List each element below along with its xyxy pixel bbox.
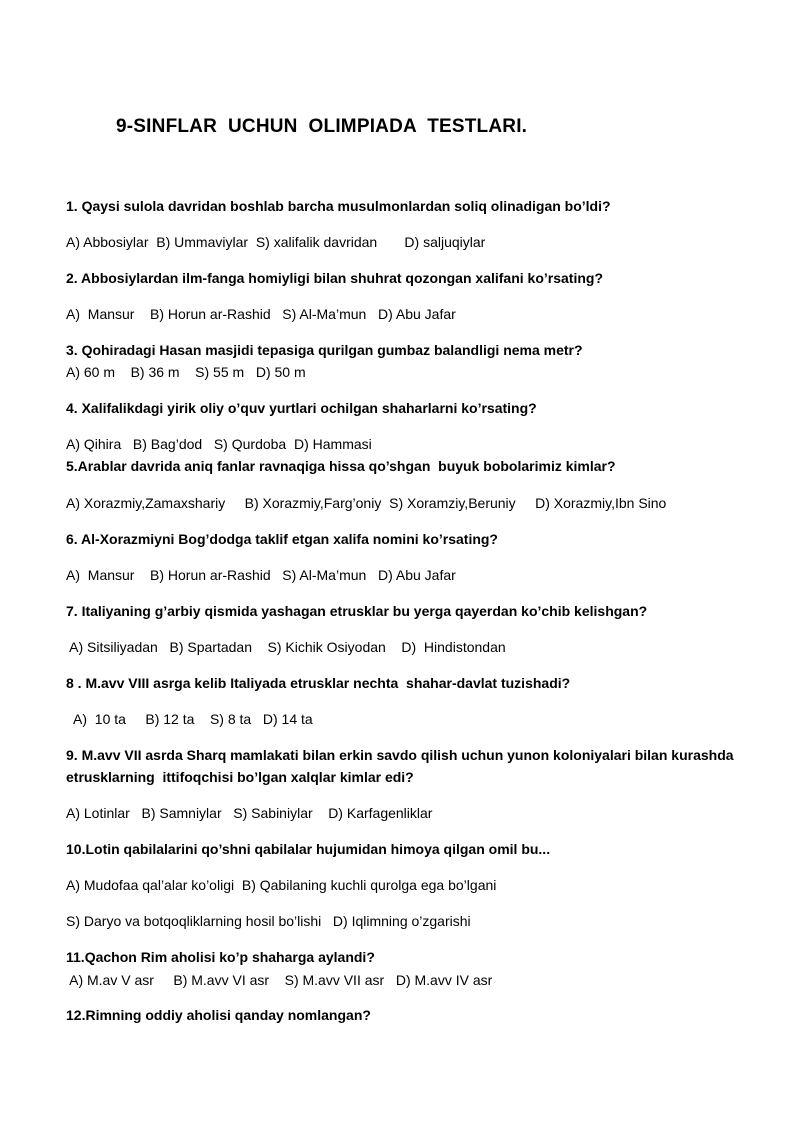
page-title: 9-SINFLAR UCHUN OLIMPIADA TESTLARI.	[116, 116, 528, 137]
question-3: 3. Qohiradagi Hasan masjidi tepasiga qurilgan gumbaz balandligi nema metr?	[66, 342, 583, 358]
answers-6: A) Mansur B) Horun ar-Rashid S) Al-Ma’mun D) Abu Jafar	[66, 567, 456, 583]
question-9-line-2: etrusklarning ittifoqchisi bo’lgan xalqlar kimlar edi?	[66, 769, 414, 785]
question-7: 7. Italiyaning g’arbiy qismida yashagan etrusklar bu yerga qayerdan ko’chib kelishgan?	[66, 603, 648, 619]
answers-4: A) Qihira B) Bag’dod S) Qurdoba D) Hammasi	[66, 436, 372, 452]
answers-7: A) Sitsiliyadan B) Spartadan S) Kichik Osiyodan D) Hindistondan	[66, 639, 506, 655]
question-10: 10.Lotin qabilalarini qo’shni qabilalar hujumidan himoya qilgan omil bu...	[66, 841, 551, 857]
question-9-line-1: 9. M.avv VII asrda Sharq mamlakati bilan erkin savdo qilish uchun yunon koloniyalari bilan kurashda	[66, 747, 734, 763]
question-2: 2. Abbosiylardan ilm-fanga homiyligi bilan shuhrat qozongan xalifani ko’rsating?	[66, 270, 603, 286]
answers-11: A) M.av V asr B) M.avv VI asr S) M.avv VII asr D) M.avv IV asr	[66, 972, 493, 988]
answers-9: A) Lotinlar B) Samniylar S) Sabiniylar D) Karfagenliklar	[66, 805, 433, 821]
answers-8: A) 10 ta B) 12 ta S) 8 ta D) 14 ta	[66, 711, 313, 727]
question-4: 4. Xalifalikdagi yirik oliy o’quv yurtlari ochilgan shaharlarni ko’rsating?	[66, 400, 537, 416]
answers-5: A) Xorazmiy,Zamaxshariy B) Xorazmiy,Farg’oniy S) Xoramziy,Beruniy D) Xorazmiy,Ibn Sino	[66, 495, 667, 511]
question-11: 11.Qachon Rim aholisi ko’p shaharga aylandi?	[66, 949, 375, 965]
answers-3: A) 60 m B) 36 m S) 55 m D) 50 m	[66, 364, 306, 380]
question-1: 1. Qaysi sulola davridan boshlab barcha musulmonlardan soliq olinadigan bo’ldi?	[66, 198, 611, 214]
answers-10-line-1: A) Mudofaa qal’alar ko’oligi B) Qabilaning kuchli qurolga ega bo’lgani	[66, 877, 497, 893]
question-6: 6. Al-Xorazmiyni Bog’dodga taklif etgan xalifa nomini ko’rsating?	[66, 531, 498, 547]
question-12: 12.Rimning oddiy aholisi qanday nomlangan?	[66, 1007, 371, 1023]
answers-2: A) Mansur B) Horun ar-Rashid S) Al-Ma’mun D) Abu Jafar	[66, 306, 456, 322]
question-5: 5.Arablar davrida aniq fanlar ravnaqiga hissa qo’shgan buyuk bobolarimiz kimlar?	[66, 458, 616, 474]
answers-1: A) Abbosiylar B) Ummaviylar S) xalifalik davridan D) saljuqiylar	[66, 234, 486, 250]
answers-10-line-2: S) Daryo va botqoqliklarning hosil bo’lishi D) Iqlimning o’zgarishi	[66, 913, 471, 929]
question-8: 8 . M.avv VIII asrga kelib Italiyada etrusklar nechta shahar-davlat tuzishadi?	[66, 675, 571, 691]
